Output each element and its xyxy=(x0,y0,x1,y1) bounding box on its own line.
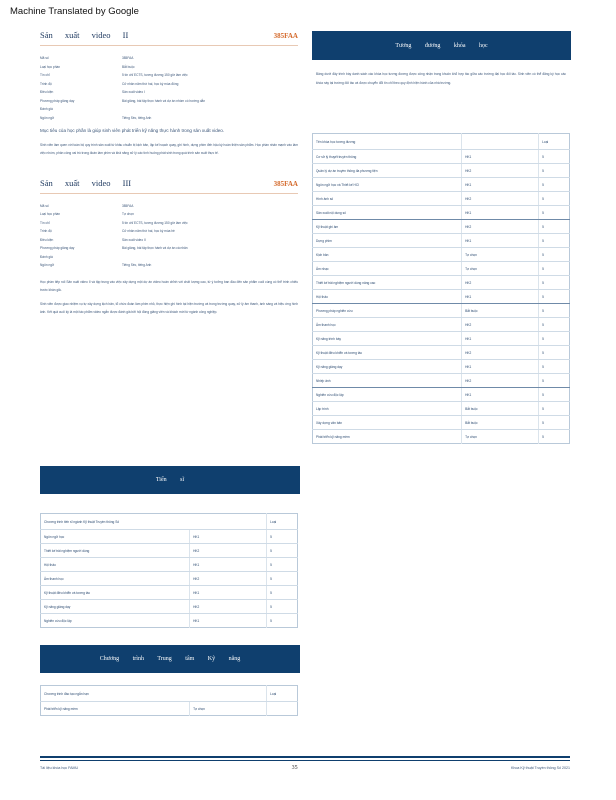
table-header-cell xyxy=(462,134,539,150)
course-credits: 5 xyxy=(539,206,570,220)
course-name: Hội thảo xyxy=(313,290,462,304)
info-row xyxy=(40,202,298,211)
course-term: Bắt buộc xyxy=(462,416,539,430)
info-key: Mã số xyxy=(40,203,49,208)
course-name: Thiết kế trải nghiệm người dùng xyxy=(41,544,190,558)
course-credits: 5 xyxy=(267,572,298,586)
section-title: Sản xuất video III xyxy=(40,177,132,188)
table-row xyxy=(41,572,298,586)
course-credits: 5 xyxy=(539,416,570,430)
course-name: Ngôn ngữ học xyxy=(41,530,190,544)
table-header-cell: Loại xyxy=(539,134,570,150)
info-value: Sản xuất video I xyxy=(122,90,145,94)
table-row xyxy=(313,206,570,220)
course-summary: Học phần tiếp nối Sản xuất video II và tập trung vào việc xây dựng một dự án video hoàn chỉnh với chất lượng cao, từ ý tưởng ban đầu đến sản phẩm cuối cùng có thể trình chiếu trước khán giả. xyxy=(40,279,298,292)
course-credits: 5 xyxy=(267,544,298,558)
course-name: Nghiên cứu độc lập xyxy=(41,614,190,628)
section-code: 385FAA xyxy=(273,179,298,188)
page-number: 35 xyxy=(291,765,298,771)
course-name: Dựng phim xyxy=(313,234,462,248)
info-key: Phương pháp giảng dạy xyxy=(40,98,75,103)
section-header-video-3 xyxy=(40,178,298,194)
footer-rule xyxy=(40,756,570,758)
info-key: Đánh giá xyxy=(40,107,53,111)
course-credits: 5 xyxy=(267,530,298,544)
info-value: 5 tín chỉ ECTS, tương đương 150 giờ làm việc xyxy=(122,73,188,77)
course-term: Tự chọn xyxy=(190,702,267,716)
course-summary: Mục tiêu của học phần là giúp sinh viên phát triển kỹ năng thực hành trong sản xuất video. xyxy=(40,128,225,133)
course-description: Sinh viên được giao nhiệm vụ tự xây dựng kịch bản, tổ chức đoàn làm phim nhỏ, thực hiện ghi hình tại hiện trường và trong trường quay, xử lý âm thanh, ánh sáng và hiệu ứng hình ảnh. Kết quả cuối kỳ là một tác phẩm video ngắn được đánh giá bởi hội đồng giảng viên và khách mời từ ngành công nghiệp. xyxy=(40,301,298,314)
course-name: Kỹ năng giảng dạy xyxy=(313,360,462,374)
course-description: Sinh viên làm quen với toàn bộ quy trình sản xuất từ khâu chuẩn bị kịch bản, lập kế hoạch quay, ghi hình, dựng phim đến hậu kỳ hoàn thiện sản phẩm. Học phần nhấn mạnh vào làm việc nhóm, phân công vai trò trong đoàn làm phim và khả năng xử lý các tình huống phát sinh trong quá trình sản xuất thực tế. xyxy=(40,142,298,155)
course-credits: 5 xyxy=(539,276,570,290)
table-row xyxy=(313,178,570,192)
info-row xyxy=(40,63,298,72)
info-row xyxy=(40,244,298,253)
table-row xyxy=(313,318,570,332)
section-bar-phd xyxy=(40,466,300,494)
table-row xyxy=(41,614,298,628)
info-value: Tiếng Séc, tiếng Anh xyxy=(122,263,152,267)
course-name: Xây dựng văn bản xyxy=(313,416,462,430)
table-row xyxy=(313,150,570,164)
course-name: Kỹ năng giảng dạy xyxy=(41,600,190,614)
course-credits: 5 xyxy=(539,164,570,178)
course-term: Tự chọn xyxy=(462,248,539,262)
course-name: Kỹ thuật điều khiển và tương tác xyxy=(313,346,462,360)
course-credits: 5 xyxy=(539,304,570,318)
table-row xyxy=(313,360,570,374)
page-footer xyxy=(40,765,570,771)
table-row xyxy=(313,192,570,206)
course-credits: 5 xyxy=(539,388,570,402)
table-header-row xyxy=(41,686,298,702)
info-key: Phương pháp giảng dạy xyxy=(40,246,75,250)
course-name: Kịch bản xyxy=(313,248,462,262)
footer-right-text: Khoa Kỹ thuật Truyền thông Số 2021 xyxy=(511,766,570,770)
course-name: Thiết kế trải nghiệm người dùng nâng cao xyxy=(313,276,462,290)
table-row xyxy=(313,416,570,430)
course-credits: 5 xyxy=(539,234,570,248)
section-title: Sản xuất video II xyxy=(40,30,129,40)
course-credits: 5 xyxy=(542,434,544,439)
course-term: HK1 xyxy=(462,150,539,164)
info-row xyxy=(40,54,298,63)
info-key: Điều kiện xyxy=(40,90,54,94)
info-row xyxy=(40,253,298,262)
course-name: Âm thanh học xyxy=(41,572,190,586)
table-row xyxy=(41,558,298,572)
table-row xyxy=(313,262,570,276)
course-term: HK2 xyxy=(462,374,539,388)
course-term: HK1 xyxy=(190,586,267,600)
course-term: Bắt buộc xyxy=(462,402,539,416)
course-term: HK1 xyxy=(190,558,267,572)
footer-left-text: Tài liệu khóa học FAMU xyxy=(40,766,79,770)
skills-course-table xyxy=(40,685,298,716)
info-row xyxy=(40,80,298,89)
info-row xyxy=(40,219,298,228)
info-row xyxy=(40,88,298,97)
table-row xyxy=(313,248,570,262)
course-credits: 5 xyxy=(539,262,570,276)
course-credits: 5 xyxy=(267,558,298,572)
course-name: Âm nhạc xyxy=(313,262,462,276)
section-header-video-2 xyxy=(40,30,298,46)
table-row xyxy=(313,234,570,248)
info-row xyxy=(40,261,298,270)
course-term: HK2 xyxy=(462,192,539,206)
table-row xyxy=(313,346,570,360)
course-credits: 5 xyxy=(539,290,570,304)
course-term: HK1 xyxy=(190,614,267,628)
info-key: Tín chỉ xyxy=(40,73,50,77)
info-value: 5 tín chỉ ECTS, tương đương 150 giờ làm việc xyxy=(122,220,188,225)
section-bar-skills-center xyxy=(40,645,300,673)
info-value xyxy=(122,253,298,262)
course-term: HK2 xyxy=(462,346,539,360)
info-value: 385FAA xyxy=(122,56,134,60)
phd-course-table xyxy=(40,513,298,628)
table-header-cell: Loại xyxy=(267,514,298,530)
info-value: Bắt buộc xyxy=(122,64,135,69)
info-row xyxy=(40,236,298,245)
table-row xyxy=(313,304,570,318)
course-term: HK1 xyxy=(190,530,267,544)
equivalence-intro: Bảng dưới đây trình bày danh sách các khóa học tương đương được công nhận trong khuôn khổ hợp tác giữa các trường đại học đối tác. Sinh viên có thể đăng ký học các khóa này tại trường đối tác và được chuyển đổi tín chỉ theo quy định hiện hành của nhà trường. xyxy=(316,72,566,85)
info-value: Sản xuất video II xyxy=(122,237,146,242)
table-row xyxy=(41,544,298,558)
table-row xyxy=(313,388,570,402)
course-credits: 5 xyxy=(539,360,570,374)
course-name: Lập trình xyxy=(313,402,462,416)
course-name: Kỹ thuật ghi âm xyxy=(313,220,462,234)
course-name: Nhiếp ảnh xyxy=(313,374,462,388)
table-row xyxy=(313,332,570,346)
info-value: 385FAA xyxy=(122,203,134,208)
info-key: Trình độ xyxy=(40,229,52,233)
info-value: Tự chọn xyxy=(122,212,134,216)
course-credits: 5 xyxy=(267,600,298,614)
course-term: HK1 xyxy=(462,332,539,346)
course-term: HK1 xyxy=(462,290,539,304)
info-value: Cử nhân năm thứ hai, học kỳ mùa hè xyxy=(122,229,175,233)
info-key: Điều kiện xyxy=(40,237,54,242)
course-term: HK2 xyxy=(462,164,539,178)
info-row xyxy=(40,97,298,106)
info-key: Trình độ xyxy=(40,81,52,86)
info-row xyxy=(40,71,298,80)
info-row xyxy=(40,210,298,219)
table-row xyxy=(313,430,570,444)
info-row xyxy=(40,227,298,236)
course-term: HK1 xyxy=(462,388,539,402)
info-key: Mã số xyxy=(40,56,49,60)
info-key: Loại học phần xyxy=(40,212,61,216)
course-name: Phương pháp nghiên cứu xyxy=(313,304,462,318)
course-credits: 5 xyxy=(539,374,570,388)
table-row xyxy=(41,530,298,544)
course-info-list xyxy=(40,202,298,270)
course-name: Hình ảnh số xyxy=(313,192,462,206)
table-header-cell: Chương trình tiến sĩ ngành Kỹ thuật Truyền thông Số xyxy=(41,514,267,530)
table-row xyxy=(313,402,570,416)
course-name: Âm thanh học xyxy=(313,318,462,332)
section-bar-label: Chương trình Trung tâm Kỹ năng xyxy=(99,656,241,662)
table-header-cell: Tên khóa học tương đương xyxy=(313,134,462,150)
table-header-cell: Loại xyxy=(267,686,298,702)
course-name: Phát triển kỹ năng mềm xyxy=(41,702,190,716)
info-key: Ngôn ngữ xyxy=(40,263,55,267)
info-key: Tín chỉ xyxy=(40,220,50,225)
course-term: HK2 xyxy=(462,276,539,290)
course-credits: 5 xyxy=(539,192,570,206)
table-row xyxy=(313,164,570,178)
course-credits: 5 xyxy=(539,346,570,360)
info-key: Đánh giá xyxy=(40,254,53,259)
course-term: HK2 xyxy=(190,600,267,614)
course-term: Tự chọn xyxy=(462,262,539,276)
course-term: Bắt buộc xyxy=(462,304,539,318)
course-credits: 5 xyxy=(539,402,570,416)
table-header-row xyxy=(41,514,298,530)
info-value: Bài giảng, bài tập thực hành và dự án cá nhân xyxy=(122,246,188,250)
table-row xyxy=(313,374,570,388)
section-bar-label: Tương đương khóa học xyxy=(395,42,488,49)
course-name: Quản lý dự án truyền thông đa phương tiện xyxy=(313,164,462,178)
table-row xyxy=(41,586,298,600)
course-name: Nghiên cứu độc lập xyxy=(313,388,462,402)
info-value xyxy=(122,105,298,114)
course-term: HK2 xyxy=(462,220,539,234)
equivalence-table xyxy=(312,133,570,444)
course-name: Sản xuất nội dung số xyxy=(313,206,462,220)
course-name: Cơ sở lý thuyết truyền thông xyxy=(313,150,462,164)
info-value: Tiếng Séc, tiếng Anh xyxy=(122,115,152,120)
info-value: Bài giảng, bài tập thực hành và dự án nhóm có hướng dẫn xyxy=(122,98,206,103)
course-credits: 5 xyxy=(539,220,570,234)
course-name: Kỹ năng trình bày xyxy=(313,332,462,346)
info-value: Cử nhân năm thứ hai, học kỳ mùa đông xyxy=(122,81,179,86)
course-term: HK2 xyxy=(190,544,267,558)
info-row xyxy=(40,114,298,123)
course-name: Hội thảo xyxy=(41,558,190,572)
machine-translation-banner: Machine Translated by Google xyxy=(10,6,139,17)
info-key: Ngôn ngữ xyxy=(40,115,55,120)
table-row xyxy=(313,290,570,304)
course-credits xyxy=(267,702,298,716)
course-credits: 5 xyxy=(539,150,570,164)
footer-rule xyxy=(40,760,570,761)
table-row xyxy=(313,276,570,290)
course-credits: 5 xyxy=(539,318,570,332)
table-row xyxy=(41,702,298,716)
course-name: Kỹ thuật điều khiển và tương tác xyxy=(41,586,190,600)
course-term: HK1 xyxy=(462,360,539,374)
course-term: Tự chọn xyxy=(462,430,539,444)
course-term: HK2 xyxy=(190,572,267,586)
course-info-list xyxy=(40,54,298,122)
course-term: HK1 xyxy=(462,206,539,220)
table-header-row xyxy=(313,134,570,150)
info-row xyxy=(40,105,298,114)
course-credits: 5 xyxy=(539,332,570,346)
table-header-cell: Chương trình đào tạo ngắn hạn xyxy=(41,686,267,702)
course-name: Ngôn ngữ học và Thiết kế HCI xyxy=(313,178,462,192)
course-credits: 5 xyxy=(270,618,272,623)
course-term: HK1 xyxy=(462,178,539,192)
table-row xyxy=(313,220,570,234)
course-credits: 5 xyxy=(267,586,298,600)
section-bar-course-equivalence xyxy=(312,31,571,60)
course-term: HK1 xyxy=(462,234,539,248)
info-key: Loại học phần xyxy=(40,64,61,69)
left-column xyxy=(40,30,298,317)
course-name: Phát triển kỹ năng mềm xyxy=(313,430,462,444)
course-credits: 5 xyxy=(539,178,570,192)
section-bar-label: Tiến sĩ xyxy=(155,477,185,483)
course-term: HK2 xyxy=(462,318,539,332)
section-code: 385FAA xyxy=(273,32,298,40)
course-credits: 5 xyxy=(539,248,570,262)
table-row xyxy=(41,600,298,614)
